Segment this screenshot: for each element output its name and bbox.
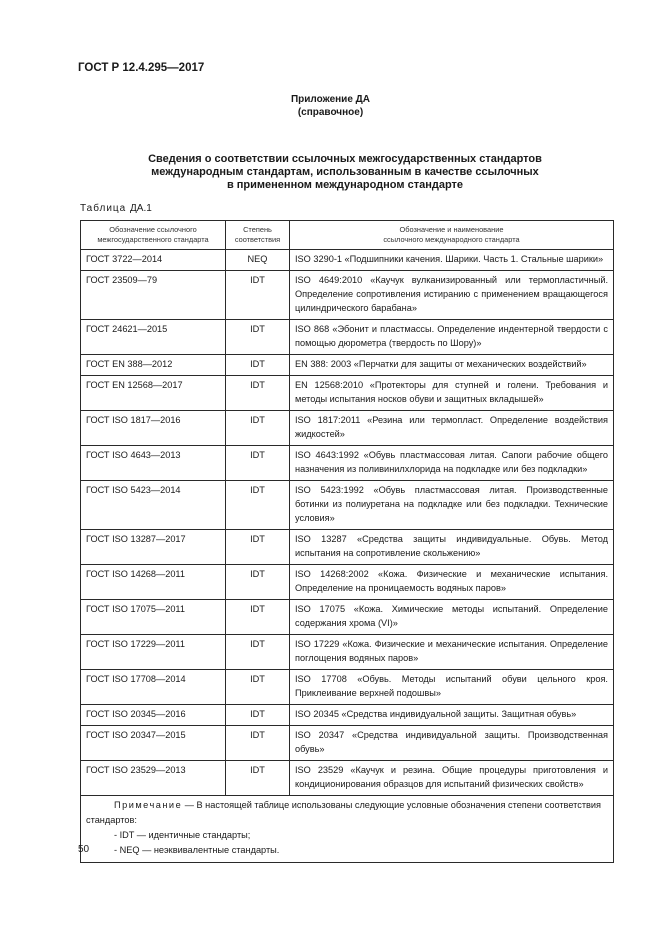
cell-degree: IDT [226,271,290,320]
cell-degree: IDT [226,376,290,411]
note-body: — В настоящей таблице использованы следующие условные обозначения степени соответствия стандартов: [86,800,602,825]
cell-degree: IDT [226,481,290,530]
note-text [86,798,608,828]
cell-intl: ISO 5423:1992 «Обувь пластмассовая литая. Производственные ботинки из полиуретана на подкладке или без подкладки. Технические условия» [290,481,614,530]
table-caption-number: ДА.1 [130,203,152,214]
correspondence-table [80,220,614,863]
cell-standard: ГОСТ ISO 4643—2013 [81,446,226,481]
cell-intl: EN 388: 2003 «Перчатки для защиты от механических воздействий» [290,355,614,376]
cell-intl: ISO 3290-1 «Подшипники качения. Шарики. Часть 1. Стальные шарики» [290,250,614,271]
cell-intl: ISO 20345 «Средства индивидуальной защиты. Защитная обувь» [290,705,614,726]
cell-standard: ГОСТ ISO 17708—2014 [81,670,226,705]
cell-standard: ГОСТ ISO 23529—2013 [81,761,226,796]
cell-intl: ISO 14268:2002 «Кожа. Физические и механические испытания. Определение на проницаемость водяных паров» [290,565,614,600]
cell-intl: ISO 1817:2011 «Резина или термопласт. Определение воздействия жидкостей» [290,411,614,446]
cell-intl: ISO 17708 «Обувь. Методы испытаний обуви цельного кроя. Приклеивание верхней подошвы» [290,670,614,705]
cell-standard: ГОСТ ISO 14268—2011 [81,565,226,600]
heading-line-1: Сведения о соответствии ссылочных межгосударственных стандартов [148,153,542,165]
heading-line-2: международным стандартам, использованным в качестве ссылочных [151,166,539,178]
header-degree: Степень соответствия [226,221,290,250]
table-row [81,600,614,635]
table-caption [80,203,152,214]
table-row [81,411,614,446]
cell-degree: IDT [226,565,290,600]
cell-standard: ГОСТ ISO 1817—2016 [81,411,226,446]
cell-degree: IDT [226,705,290,726]
table-row [81,271,614,320]
cell-degree: IDT [226,600,290,635]
header-standard: Обозначение ссылочного межгосударственного стандарта [81,221,226,250]
cell-standard: ГОСТ EN 388—2012 [81,355,226,376]
table-row [81,530,614,565]
header-intl-standard: Обозначение и наименование ссылочного международного стандарта [290,221,614,250]
table-row [81,761,614,796]
cell-degree: IDT [226,635,290,670]
table-note [81,796,614,863]
table-note-row [81,796,614,863]
cell-standard: ГОСТ EN 12568—2017 [81,376,226,411]
table-row [81,670,614,705]
cell-intl: EN 12568:2010 «Протекторы для ступней и голени. Требования и методы испытания носков обуви и защитных вкладышей» [290,376,614,411]
cell-standard: ГОСТ ISO 5423—2014 [81,481,226,530]
cell-standard: ГОСТ ISO 13287—2017 [81,530,226,565]
note-item-neq: - NEQ — неэквивалентные стандарты. [114,845,280,855]
cell-standard: ГОСТ ISO 20345—2016 [81,705,226,726]
cell-standard: ГОСТ ISO 17075—2011 [81,600,226,635]
appendix-title: Приложение ДА [290,94,371,105]
appendix-subtitle: (справочное) [297,107,364,118]
table-row [81,481,614,530]
cell-standard: ГОСТ ISO 20347—2015 [81,726,226,761]
cell-intl: ISO 17075 «Кожа. Химические методы испытаний. Определение содержания хрома (VI)» [290,600,614,635]
cell-intl: ISO 13287 «Средства защиты индивидуальные. Обувь. Метод испытания на сопротивление скольжению» [290,530,614,565]
table-caption-label: Таблица [80,203,127,214]
table-row [81,355,614,376]
table-row [81,726,614,761]
cell-degree: IDT [226,355,290,376]
page-number: 50 [78,844,90,855]
table-row [81,705,614,726]
table-row [81,446,614,481]
cell-standard: ГОСТ 23509—79 [81,271,226,320]
cell-intl: ISO 868 «Эбонит и пластмассы. Определение индентерной твердости с помощью дюрометра (твердость по Шору)» [290,320,614,355]
cell-degree: NEQ [226,250,290,271]
cell-standard: ГОСТ 3722—2014 [81,250,226,271]
cell-degree: IDT [226,530,290,565]
table-row [81,250,614,271]
cell-intl: ISO 17229 «Кожа. Физические и механические испытания. Определение поглощения водяных паров» [290,635,614,670]
cell-intl: ISO 4643:1992 «Обувь пластмассовая литая. Сапоги рабочие общего назначения из поливинилхлорида на подкладке или без подкладки» [290,446,614,481]
table-row [81,320,614,355]
cell-standard: ГОСТ ISO 17229—2011 [81,635,226,670]
cell-intl: ISO 20347 «Средства индивидуальной защиты. Производственная обувь» [290,726,614,761]
cell-intl: ISO 23529 «Каучук и резина. Общие процедуры приготовления и кондиционирования образцов для испытаний физических свойств» [290,761,614,796]
section-heading [80,153,610,192]
table-row [81,565,614,600]
note-item-idt: - IDT — идентичные стандарты; [114,830,251,840]
table-header-row [81,221,614,250]
cell-intl: ISO 4649:2010 «Каучук вулканизированный или термопластичный. Определение сопротивления истиранию с применением вращающегося цилиндрического барабана» [290,271,614,320]
cell-degree: IDT [226,670,290,705]
cell-degree: IDT [226,726,290,761]
cell-degree: IDT [226,320,290,355]
cell-degree: IDT [226,761,290,796]
table-row [81,635,614,670]
cell-standard: ГОСТ 24621—2015 [81,320,226,355]
note-label: Примечание [114,800,183,810]
cell-degree: IDT [226,411,290,446]
heading-line-3: в примененном международном стандарте [226,179,464,191]
table-row [81,376,614,411]
appendix-block [0,93,661,119]
cell-degree: IDT [226,446,290,481]
document-code: ГОСТ Р 12.4.295—2017 [78,62,205,74]
